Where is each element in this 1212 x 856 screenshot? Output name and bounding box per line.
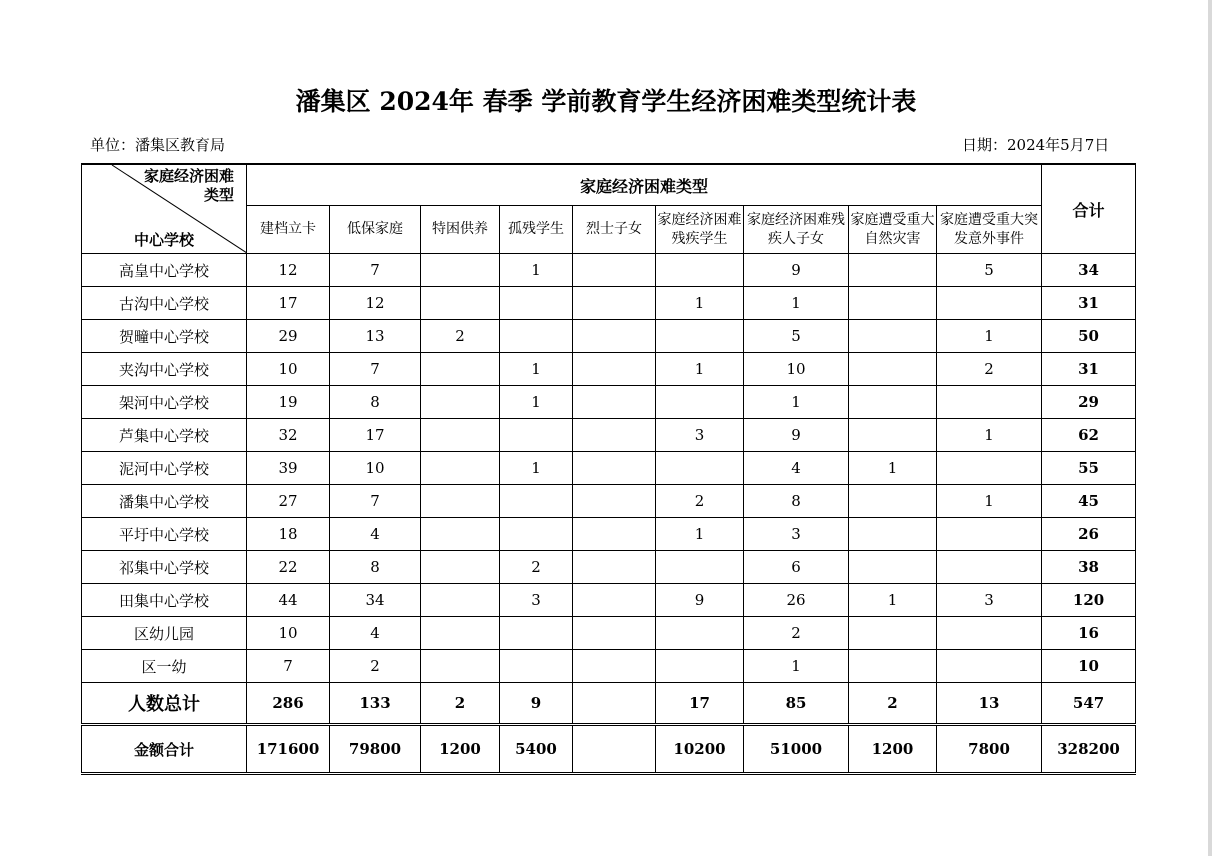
group-header: 家庭经济困难类型 xyxy=(247,164,1042,206)
summary-label-cell: 金额合计 xyxy=(82,725,247,774)
column-header: 特困供养 xyxy=(421,206,500,254)
value-cell xyxy=(573,551,656,584)
page-edge xyxy=(1208,0,1212,856)
value-cell xyxy=(656,320,744,353)
value-cell: 1 xyxy=(500,386,573,419)
value-cell: 1 xyxy=(744,386,849,419)
statistics-table xyxy=(81,163,1136,775)
value-cell: 1 xyxy=(656,287,744,320)
value-cell: 9 xyxy=(656,584,744,617)
school-name-cell: 祁集中心学校 xyxy=(82,551,247,584)
value-cell: 4 xyxy=(744,452,849,485)
table-row xyxy=(82,320,1136,353)
summary-value-cell: 17 xyxy=(656,683,744,725)
value-cell: 1 xyxy=(849,452,937,485)
value-cell: 1 xyxy=(937,320,1042,353)
value-cell: 29 xyxy=(247,320,330,353)
summary-label-cell: 人数总计 xyxy=(82,683,247,725)
column-header: 家庭遭受重大自然灾害 xyxy=(849,206,937,254)
school-name-cell: 架河中心学校 xyxy=(82,386,247,419)
value-cell xyxy=(656,254,744,287)
value-cell: 22 xyxy=(247,551,330,584)
value-cell: 44 xyxy=(247,584,330,617)
value-cell xyxy=(849,254,937,287)
value-cell: 8 xyxy=(330,386,421,419)
value-cell: 27 xyxy=(247,485,330,518)
value-cell: 7 xyxy=(330,485,421,518)
value-cell: 7 xyxy=(330,254,421,287)
row-total-cell: 31 xyxy=(1042,353,1136,386)
value-cell: 2 xyxy=(421,320,500,353)
value-cell xyxy=(421,386,500,419)
value-cell: 9 xyxy=(744,254,849,287)
corner-top-label: 家庭经济困难类型 xyxy=(144,167,235,204)
value-cell: 18 xyxy=(247,518,330,551)
value-cell xyxy=(849,419,937,452)
table-row xyxy=(82,353,1136,386)
value-cell: 10 xyxy=(247,617,330,650)
value-cell xyxy=(421,551,500,584)
table-row xyxy=(82,551,1136,584)
column-header: 家庭经济困难残疾学生 xyxy=(656,206,744,254)
summary-value-cell: 9 xyxy=(500,683,573,725)
school-name-cell: 古沟中心学校 xyxy=(82,287,247,320)
summary-value-cell: 51000 xyxy=(744,725,849,774)
row-total-cell: 10 xyxy=(1042,650,1136,683)
table-row xyxy=(82,452,1136,485)
value-cell xyxy=(421,518,500,551)
school-name-cell: 夹沟中心学校 xyxy=(82,353,247,386)
school-name-cell: 高皇中心学校 xyxy=(82,254,247,287)
date-label: 日期：2024年5月7日 xyxy=(962,136,1110,154)
value-cell xyxy=(849,551,937,584)
summary-value-cell: 7800 xyxy=(937,725,1042,774)
corner-header-cell xyxy=(82,164,247,254)
value-cell xyxy=(500,518,573,551)
summary-total-cell: 328200 xyxy=(1042,725,1136,774)
value-cell xyxy=(500,650,573,683)
value-cell xyxy=(656,650,744,683)
amount-total-row xyxy=(82,725,1136,774)
value-cell: 6 xyxy=(744,551,849,584)
value-cell xyxy=(849,287,937,320)
value-cell xyxy=(573,584,656,617)
value-cell xyxy=(849,518,937,551)
value-cell xyxy=(500,419,573,452)
summary-value-cell xyxy=(573,725,656,774)
row-total-cell: 16 xyxy=(1042,617,1136,650)
row-total-cell: 29 xyxy=(1042,386,1136,419)
value-cell: 32 xyxy=(247,419,330,452)
value-cell xyxy=(421,419,500,452)
value-cell xyxy=(656,617,744,650)
column-header: 家庭遭受重大突发意外事件 xyxy=(937,206,1042,254)
value-cell xyxy=(421,485,500,518)
value-cell xyxy=(656,386,744,419)
row-total-cell: 62 xyxy=(1042,419,1136,452)
value-cell: 10 xyxy=(744,353,849,386)
table-row xyxy=(82,254,1136,287)
school-name-cell: 田集中心学校 xyxy=(82,584,247,617)
value-cell xyxy=(849,485,937,518)
school-name-cell: 芦集中心学校 xyxy=(82,419,247,452)
value-cell xyxy=(937,452,1042,485)
value-cell: 2 xyxy=(330,650,421,683)
value-cell: 1 xyxy=(849,584,937,617)
value-cell xyxy=(937,287,1042,320)
table-row xyxy=(82,287,1136,320)
value-cell xyxy=(937,551,1042,584)
corner-bottom-label: 中心学校 xyxy=(134,231,195,249)
value-cell xyxy=(573,320,656,353)
value-cell xyxy=(849,386,937,419)
value-cell: 17 xyxy=(330,419,421,452)
school-name-cell: 平圩中心学校 xyxy=(82,518,247,551)
value-cell xyxy=(500,485,573,518)
value-cell xyxy=(573,254,656,287)
summary-value-cell: 2 xyxy=(421,683,500,725)
school-name-cell: 区一幼 xyxy=(82,650,247,683)
summary-value-cell: 85 xyxy=(744,683,849,725)
value-cell: 5 xyxy=(744,320,849,353)
row-total-cell: 38 xyxy=(1042,551,1136,584)
value-cell: 12 xyxy=(330,287,421,320)
value-cell xyxy=(421,287,500,320)
value-cell xyxy=(656,551,744,584)
table-row xyxy=(82,584,1136,617)
value-cell: 2 xyxy=(937,353,1042,386)
summary-value-cell: 171600 xyxy=(247,725,330,774)
school-name-cell: 贺疃中心学校 xyxy=(82,320,247,353)
value-cell xyxy=(421,452,500,485)
value-cell: 17 xyxy=(247,287,330,320)
value-cell: 1 xyxy=(656,518,744,551)
school-name-cell: 潘集中心学校 xyxy=(82,485,247,518)
table-row xyxy=(82,650,1136,683)
value-cell: 4 xyxy=(330,617,421,650)
summary-total-cell: 547 xyxy=(1042,683,1136,725)
value-cell: 19 xyxy=(247,386,330,419)
value-cell xyxy=(421,617,500,650)
value-cell: 1 xyxy=(744,287,849,320)
value-cell xyxy=(849,650,937,683)
value-cell: 1 xyxy=(937,419,1042,452)
value-cell: 8 xyxy=(744,485,849,518)
value-cell xyxy=(937,650,1042,683)
column-header: 烈士子女 xyxy=(573,206,656,254)
table-row xyxy=(82,518,1136,551)
value-cell: 7 xyxy=(330,353,421,386)
school-name-cell: 泥河中心学校 xyxy=(82,452,247,485)
value-cell xyxy=(573,518,656,551)
value-cell xyxy=(421,584,500,617)
value-cell xyxy=(937,518,1042,551)
value-cell: 2 xyxy=(656,485,744,518)
value-cell: 3 xyxy=(937,584,1042,617)
count-total-row xyxy=(82,683,1136,725)
summary-value-cell: 1200 xyxy=(849,725,937,774)
value-cell: 39 xyxy=(247,452,330,485)
value-cell: 13 xyxy=(330,320,421,353)
value-cell: 1 xyxy=(500,254,573,287)
table-row xyxy=(82,419,1136,452)
value-cell: 7 xyxy=(247,650,330,683)
summary-value-cell: 13 xyxy=(937,683,1042,725)
value-cell xyxy=(500,287,573,320)
value-cell: 2 xyxy=(744,617,849,650)
summary-value-cell: 79800 xyxy=(330,725,421,774)
value-cell xyxy=(573,353,656,386)
value-cell: 2 xyxy=(500,551,573,584)
value-cell xyxy=(849,617,937,650)
value-cell: 1 xyxy=(937,485,1042,518)
column-header: 孤残学生 xyxy=(500,206,573,254)
value-cell: 10 xyxy=(247,353,330,386)
value-cell xyxy=(849,353,937,386)
column-header: 建档立卡 xyxy=(247,206,330,254)
value-cell xyxy=(573,386,656,419)
summary-value-cell: 1200 xyxy=(421,725,500,774)
summary-value-cell: 10200 xyxy=(656,725,744,774)
value-cell xyxy=(937,617,1042,650)
value-cell xyxy=(573,617,656,650)
table-row xyxy=(82,386,1136,419)
value-cell xyxy=(573,287,656,320)
total-header: 合计 xyxy=(1042,164,1136,254)
value-cell: 5 xyxy=(937,254,1042,287)
value-cell xyxy=(573,452,656,485)
value-cell: 3 xyxy=(656,419,744,452)
value-cell: 4 xyxy=(330,518,421,551)
summary-value-cell: 5400 xyxy=(500,725,573,774)
value-cell: 1 xyxy=(744,650,849,683)
value-cell xyxy=(573,419,656,452)
page-title: 潘集区 2024年 春季 学前教育学生经济困难类型统计表 xyxy=(295,87,917,116)
row-total-cell: 50 xyxy=(1042,320,1136,353)
value-cell: 3 xyxy=(744,518,849,551)
value-cell xyxy=(656,452,744,485)
summary-value-cell: 133 xyxy=(330,683,421,725)
value-cell: 26 xyxy=(744,584,849,617)
value-cell xyxy=(421,353,500,386)
value-cell: 9 xyxy=(744,419,849,452)
summary-value-cell: 286 xyxy=(247,683,330,725)
value-cell: 12 xyxy=(247,254,330,287)
value-cell xyxy=(849,320,937,353)
value-cell xyxy=(421,650,500,683)
value-cell xyxy=(573,650,656,683)
value-cell: 1 xyxy=(656,353,744,386)
value-cell: 34 xyxy=(330,584,421,617)
unit-label: 单位：潘集区教育局 xyxy=(90,136,226,154)
table-row xyxy=(82,617,1136,650)
value-cell xyxy=(500,617,573,650)
column-header: 低保家庭 xyxy=(330,206,421,254)
value-cell xyxy=(573,485,656,518)
row-total-cell: 31 xyxy=(1042,287,1136,320)
row-total-cell: 26 xyxy=(1042,518,1136,551)
value-cell: 1 xyxy=(500,353,573,386)
value-cell: 8 xyxy=(330,551,421,584)
row-total-cell: 55 xyxy=(1042,452,1136,485)
value-cell: 1 xyxy=(500,452,573,485)
row-total-cell: 45 xyxy=(1042,485,1136,518)
summary-value-cell xyxy=(573,683,656,725)
value-cell xyxy=(937,386,1042,419)
school-name-cell: 区幼儿园 xyxy=(82,617,247,650)
value-cell: 3 xyxy=(500,584,573,617)
summary-value-cell: 2 xyxy=(849,683,937,725)
value-cell: 10 xyxy=(330,452,421,485)
value-cell xyxy=(500,320,573,353)
value-cell xyxy=(421,254,500,287)
column-header: 家庭经济困难残疾人子女 xyxy=(744,206,849,254)
row-total-cell: 120 xyxy=(1042,584,1136,617)
row-total-cell: 34 xyxy=(1042,254,1136,287)
table-row xyxy=(82,485,1136,518)
